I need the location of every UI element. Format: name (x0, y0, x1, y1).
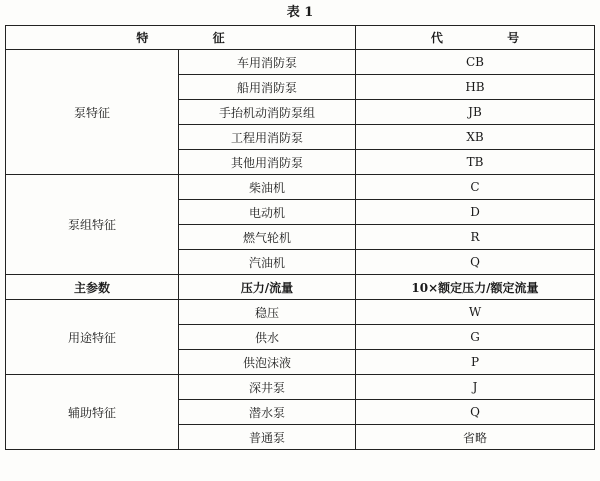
table-header-row (6, 26, 595, 50)
group-label: 主参数 (6, 275, 179, 300)
code-cell: HB (356, 75, 595, 100)
code-cell: G (356, 325, 595, 350)
code-cell: TB (356, 150, 595, 175)
feature-cell: 燃气轮机 (179, 225, 356, 250)
table-caption: 表 1 (286, 5, 314, 20)
header-feature: 特 征 (6, 26, 356, 50)
code-cell: JB (356, 100, 595, 125)
feature-cell: 普通泵 (179, 425, 356, 450)
group-label: 用途特征 (6, 300, 179, 375)
feature-cell: 供水 (179, 325, 356, 350)
feature-cell: 供泡沫液 (179, 350, 356, 375)
code-cell: CB (356, 50, 595, 75)
feature-cell: 车用消防泵 (179, 50, 356, 75)
table-row (6, 375, 595, 400)
code-cell: 10×额定压力/额定流量 (356, 275, 595, 300)
table-row (6, 300, 595, 325)
spec-table (5, 25, 595, 450)
feature-cell: 柴油机 (179, 175, 356, 200)
code-cell: C (356, 175, 595, 200)
code-cell: 省略 (356, 425, 595, 450)
group-label: 泵组特征 (6, 175, 179, 275)
code-cell: P (356, 350, 595, 375)
group-label: 辅助特征 (6, 375, 179, 450)
feature-cell: 潜水泵 (179, 400, 356, 425)
feature-cell: 电动机 (179, 200, 356, 225)
table-row (6, 50, 595, 75)
code-cell: XB (356, 125, 595, 150)
group-label: 泵特征 (6, 50, 179, 175)
code-cell: D (356, 200, 595, 225)
code-cell: Q (356, 400, 595, 425)
feature-cell: 工程用消防泵 (179, 125, 356, 150)
feature-cell: 手抬机动消防泵组 (179, 100, 356, 125)
code-cell: J (356, 375, 595, 400)
code-cell: R (356, 225, 595, 250)
table-row (6, 275, 595, 300)
feature-cell: 稳压 (179, 300, 356, 325)
table-row (6, 175, 595, 200)
header-code: 代 号 (356, 26, 595, 50)
feature-cell: 汽油机 (179, 250, 356, 275)
feature-cell: 压力/流量 (179, 275, 356, 300)
feature-cell: 深井泵 (179, 375, 356, 400)
feature-cell: 船用消防泵 (179, 75, 356, 100)
feature-cell: 其他用消防泵 (179, 150, 356, 175)
code-cell: Q (356, 250, 595, 275)
code-cell: W (356, 300, 595, 325)
